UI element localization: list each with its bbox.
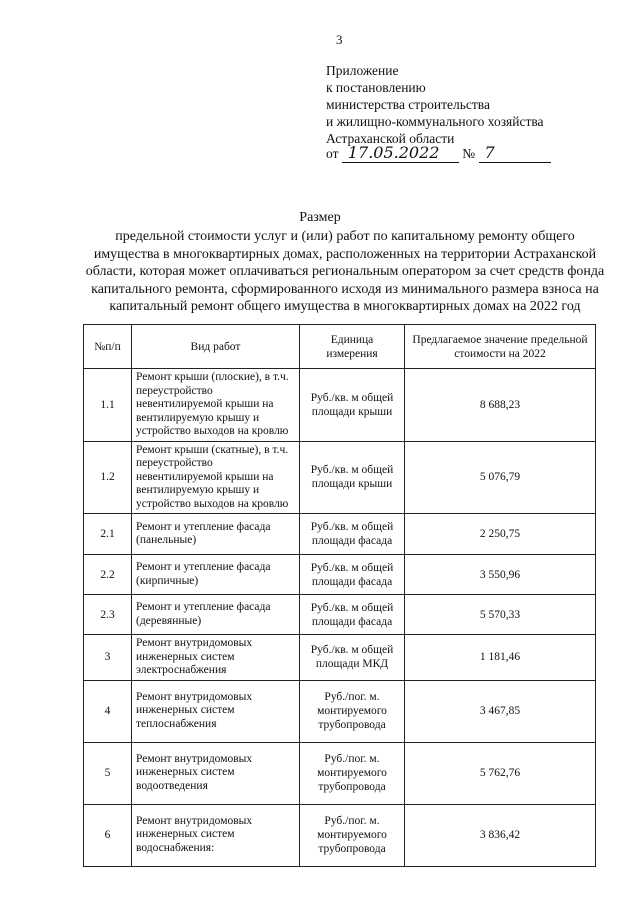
row-unit: Руб./кв. м общей площади фасада: [300, 555, 405, 595]
row-number: 2.2: [84, 555, 132, 595]
handwritten-date: 17.05.2022: [342, 143, 459, 163]
table-row: [84, 742, 596, 804]
table-row: [84, 635, 596, 681]
handwritten-number: 7: [479, 143, 551, 163]
header-cost: Предлагаемое значение предельной стоимости на 2022: [405, 325, 596, 369]
row-cost: 3 836,42: [405, 804, 596, 866]
row-unit: Руб./пог. м. монтируемого трубопровода: [300, 804, 405, 866]
header-work-type: Вид работ: [132, 325, 300, 369]
row-cost: 5 570,33: [405, 595, 596, 635]
row-work: Ремонт и утепление фасада (кирпичные): [132, 555, 300, 595]
table-row: [84, 441, 596, 514]
row-work: Ремонт внутридомовых инженерных систем водоснабжения:: [132, 804, 300, 866]
table-row: [84, 555, 596, 595]
row-unit: Руб./пог. м. монтируемого трубопровода: [300, 742, 405, 804]
cost-table: [83, 324, 596, 867]
row-number: 6: [84, 804, 132, 866]
row-number: 2.3: [84, 595, 132, 635]
row-work: Ремонт крыши (скатные), в т.ч. переустройство невентилируемой крыши на вентилируемую крышу и устройство выходов на кровлю: [132, 441, 300, 514]
row-cost: 5 076,79: [405, 441, 596, 514]
table-row: [84, 595, 596, 635]
appendix-line: и жилищно-коммунального хозяйства: [326, 114, 544, 129]
row-cost: 1 181,46: [405, 635, 596, 681]
table-row: [84, 514, 596, 555]
row-number: 1.1: [84, 369, 132, 442]
page-number: 3: [336, 32, 343, 47]
row-work: Ремонт внутридомовых инженерных систем теплоснабжения: [132, 680, 300, 742]
document-title: Размер: [299, 210, 341, 225]
table-row: [84, 804, 596, 866]
header-number: №п/п: [84, 325, 132, 369]
document-heading: предельной стоимости услуг и (или) работ по капитальному ремонту общего имущества в многоквартирных домах, расположенных на территории Астраханской области, которая может оплачиваться региональным оператором за счет средств фонда капитального ремонта, сформированного исходя из минимального размера взноса на капитальный ремонт общего имущества в многоквартирных домах на 2022 год: [85, 229, 605, 314]
appendix-line: Приложение: [326, 63, 399, 78]
resolution-date-line: [326, 143, 551, 163]
row-cost: 8 688,23: [405, 369, 596, 442]
table-row: [84, 680, 596, 742]
appendix-line: Астраханской области: [326, 131, 455, 146]
row-cost: 2 250,75: [405, 514, 596, 555]
row-number: 1.2: [84, 441, 132, 514]
appendix-line: министерства строительства: [326, 97, 490, 112]
row-number: 2.1: [84, 514, 132, 555]
row-cost: 3 467,85: [405, 680, 596, 742]
row-unit: Руб./кв. м общей площади МКД: [300, 635, 405, 681]
row-unit: Руб./кв. м общей площади крыши: [300, 369, 405, 442]
table-header-row: [84, 325, 596, 369]
row-cost: 3 550,96: [405, 555, 596, 595]
row-number: 5: [84, 742, 132, 804]
row-unit: Руб./кв. м общей площади крыши: [300, 441, 405, 514]
row-unit: Руб./кв. м общей площади фасада: [300, 514, 405, 555]
appendix-block: [326, 62, 544, 147]
row-work: Ремонт внутридомовых инженерных систем электроснабжения: [132, 635, 300, 681]
header-unit: Единица измерения: [300, 325, 405, 369]
from-label: от: [326, 146, 339, 161]
row-work: Ремонт внутридомовых инженерных систем водоотведения: [132, 742, 300, 804]
number-label: №: [462, 146, 476, 161]
row-number: 4: [84, 680, 132, 742]
row-unit: Руб./кв. м общей площади фасада: [300, 595, 405, 635]
appendix-line: к постановлению: [326, 80, 426, 95]
row-unit: Руб./пог. м. монтируемого трубопровода: [300, 680, 405, 742]
row-number: 3: [84, 635, 132, 681]
row-work: Ремонт и утепление фасада (деревянные): [132, 595, 300, 635]
table-row: [84, 369, 596, 442]
row-work: Ремонт и утепление фасада (панельные): [132, 514, 300, 555]
row-work: Ремонт крыши (плоские), в т.ч. переустройство невентилируемой крыши на вентилируемую крышу и устройство выходов на кровлю: [132, 369, 300, 442]
row-cost: 5 762,76: [405, 742, 596, 804]
